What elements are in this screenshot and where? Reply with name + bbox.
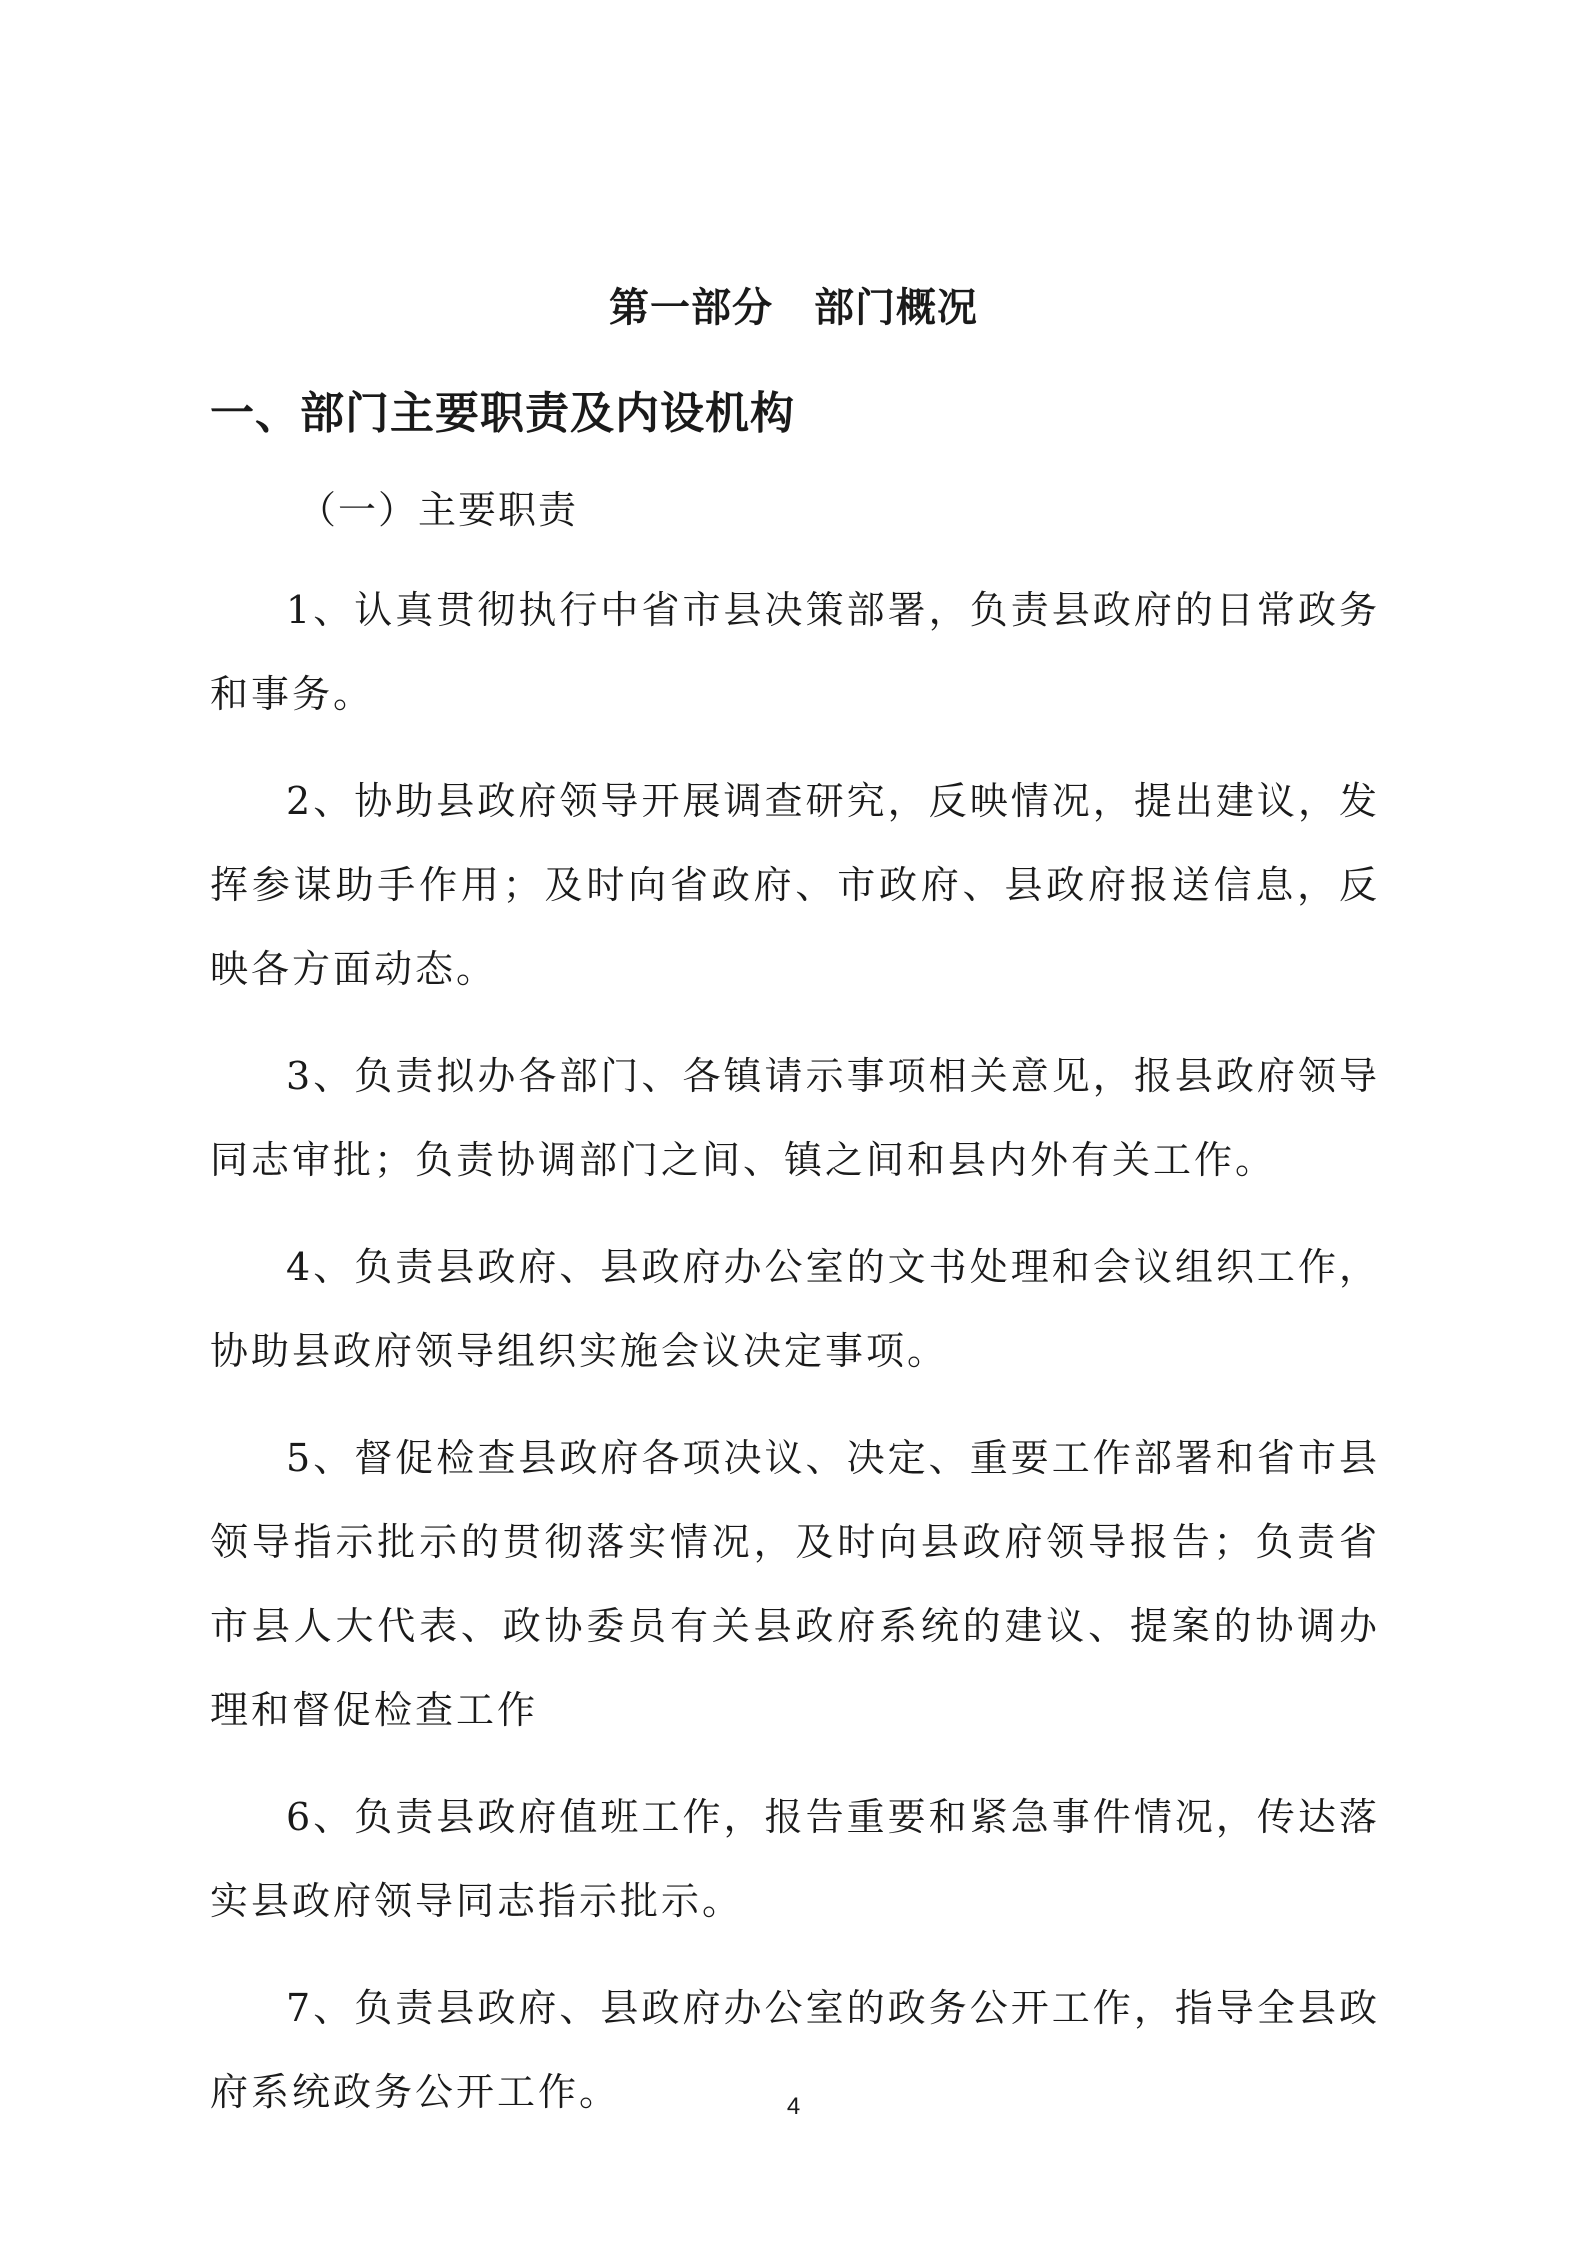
duty-paragraph-3: 3、负责拟办各部门、各镇请示事项相关意见，报县政府领导同志审批；负责协调部门之间、镇之间和县内外有关工作。 [210, 1054, 1380, 1182]
duties-list [210, 568, 1380, 2157]
duty-paragraph-6: 6、负责县政府值班工作，报告重要和紧急事件情况，传达落实县政府领导同志指示批示。 [210, 1795, 1380, 1923]
duty-paragraph-5: 5、督促检查县政府各项决议、决定、重要工作部署和省市县领导指示批示的贯彻落实情况，及时向县政府领导报告；负责省市县人大代表、政协委员有关县政府系统的建议、提案的协调办理和督促检查工作 [210, 1436, 1380, 1732]
subsection-heading: （一）主要职责 [298, 488, 579, 532]
page-number: 4 [786, 2093, 801, 2120]
part-title: 第一部分 部门概况 [609, 284, 978, 331]
duty-paragraph-4: 4、负责县政府、县政府办公室的文书处理和会议组织工作，协助县政府领导组织实施会议决定事项。 [210, 1245, 1380, 1373]
duty-paragraph-7: 7、负责县政府、县政府办公室的政务公开工作，指导全县政府系统政务公开工作。 [210, 1986, 1380, 2114]
section-heading: 一、部门主要职责及内设机构 [210, 388, 795, 439]
duty-paragraph-1: 1、认真贯彻执行中省市县决策部署，负责县政府的日常政务和事务。 [210, 588, 1380, 716]
duty-paragraph-2: 2、协助县政府领导开展调查研究，反映情况，提出建议，发挥参谋助手作用；及时向省政府、市政府、县政府报送信息，反映各方面动态。 [210, 779, 1380, 991]
